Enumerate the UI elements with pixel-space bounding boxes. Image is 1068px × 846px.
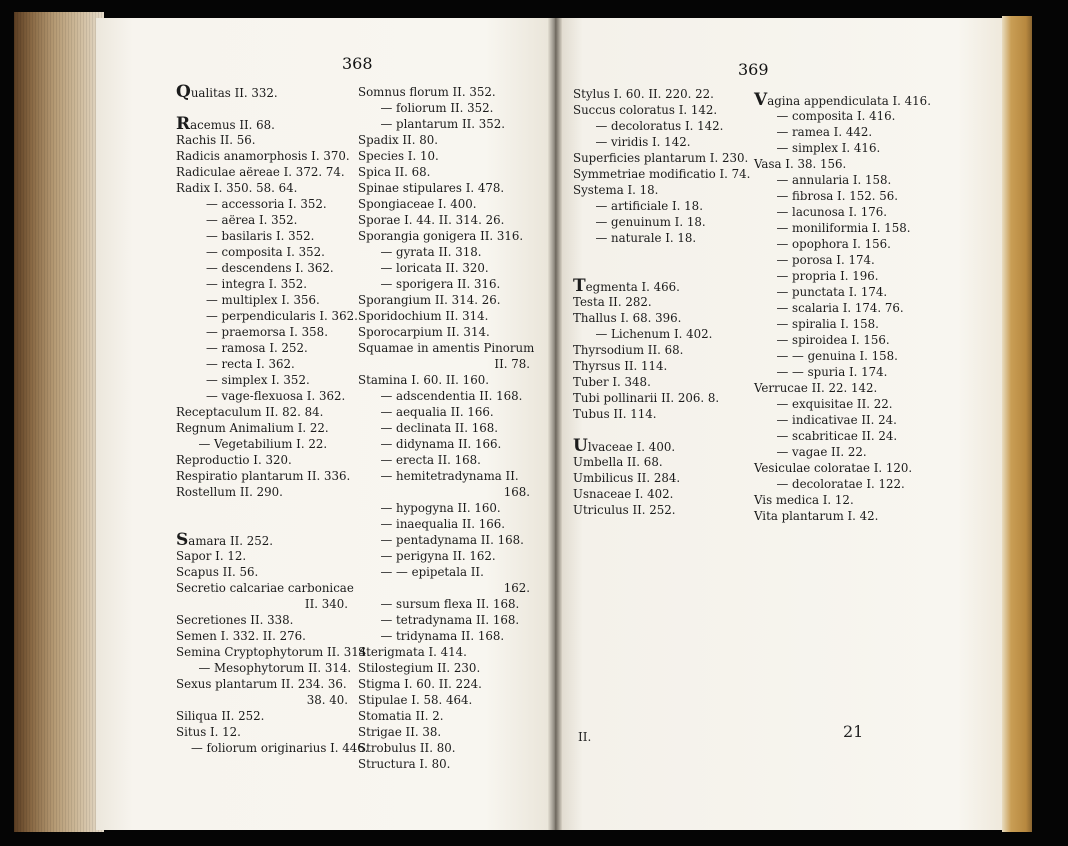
index-entry: — aërea I. 352. — [176, 213, 298, 227]
index-entry: Sporidochium II. 314. — [358, 309, 489, 323]
blank-line — [573, 246, 743, 262]
index-entry: — hemitetradynama II. — [358, 469, 519, 483]
section-initial: T — [573, 276, 586, 296]
index-entry: Regnum Animalium I. 22. — [176, 421, 329, 435]
index-entry: Squamae in amentis Pinorum — [358, 341, 535, 355]
index-entry: Stipulae I. 58. 464. — [358, 693, 473, 707]
index-entry: Rachis II. 56. — [176, 133, 256, 147]
index-entry: — didynama II. 166. — [358, 437, 502, 451]
index-entry: — sporigera II. 316. — [358, 277, 501, 291]
index-entry: Thyrsodium II. 68. — [573, 343, 684, 357]
blank-line — [573, 262, 743, 278]
index-entry: Radix I. 350. 58. 64. — [176, 181, 298, 195]
section-initial: V — [754, 90, 768, 110]
index-entry: — simplex I. 352. — [176, 373, 310, 387]
index-entry: — hypogyna II. 160. — [358, 501, 501, 515]
index-entry: — scabriticae II. 24. — [754, 429, 898, 443]
index-entry: — perigyna II. 162. — [358, 549, 496, 563]
blank-line — [176, 100, 348, 116]
index-entry: — Vegetabilium I. 22. — [176, 437, 328, 451]
index-entry: Situs I. 12. — [176, 725, 241, 739]
index-entry: — annularia I. 158. — [754, 173, 892, 187]
blank-line — [176, 516, 348, 532]
index-entry: — ramosa I. 252. — [176, 341, 308, 355]
index-entry: Stigma I. 60. II. 224. — [358, 677, 482, 691]
index-entry: Tubus II. 114. — [573, 407, 657, 421]
index-column-right-2 — [754, 90, 931, 524]
index-entry: — multiplex I. 356. — [176, 293, 320, 307]
section-initial: R — [176, 114, 191, 134]
index-entry: — Mesophytorum II. 314. — [176, 661, 352, 675]
index-entry: — tetradynama II. 168. — [358, 613, 520, 627]
book-edge-left — [14, 12, 104, 832]
index-entry: Stilostegium II. 230. — [358, 661, 481, 675]
index-entry: — declinata II. 168. — [358, 421, 498, 435]
index-entry: — tridynama II. 168. — [358, 629, 505, 643]
book-gutter — [548, 18, 562, 830]
index-entry: — — spuria I. 174. — [754, 365, 888, 379]
index-entry: Testa II. 282. — [573, 295, 652, 309]
index-entry: — spiroidea I. 156. — [754, 333, 890, 347]
index-entry: 168. — [503, 485, 530, 499]
index-entry: — exquisitae II. 22. — [754, 397, 893, 411]
index-entry: — composita I. 352. — [176, 245, 325, 259]
index-entry: Succus coloratus I. 142. — [573, 103, 718, 117]
index-entry: Tubi pollinarii II. 206. 8. — [573, 391, 720, 405]
index-entry: — accessoria I. 352. — [176, 197, 327, 211]
index-entry: — aequalia II. 166. — [358, 405, 494, 419]
index-entry: — fibrosa I. 152. 56. — [754, 189, 898, 203]
index-entry: Siliqua II. 252. — [176, 709, 265, 723]
index-entry: — simplex I. 416. — [754, 141, 881, 155]
index-entry: — moniliformia I. 158. — [754, 221, 911, 235]
index-entry: Radiculae aëreae I. 372. 74. — [176, 165, 345, 179]
index-entry: Sapor I. 12. — [176, 549, 247, 563]
index-entry: Spongiaceae I. 400. — [358, 197, 477, 211]
index-entry: — naturale I. 18. — [573, 231, 697, 245]
index-entry: Strobulus II. 80. — [358, 741, 456, 755]
index-entry: II. 340. — [304, 597, 348, 611]
index-entry: — adscendentia II. 168. — [358, 389, 523, 403]
index-entry: — punctata I. 174. — [754, 285, 888, 299]
index-entry: — composita I. 416. — [754, 109, 896, 123]
index-entry: Vasa I. 38. 156. — [754, 157, 847, 171]
index-entry: Spica II. 68. — [358, 165, 431, 179]
page-number-right: 369 — [738, 60, 769, 79]
index-entry: — viridis I. 142. — [573, 135, 691, 149]
index-entry: — foliorum II. 352. — [358, 101, 494, 115]
index-entry: Stylus I. 60. II. 220. 22. — [573, 87, 714, 101]
index-entry: Structura I. 80. — [358, 757, 451, 771]
index-entry: Sporangium II. 314. 26. — [358, 293, 501, 307]
index-entry: — porosa I. 174. — [754, 253, 875, 267]
index-entry: Qualitas II. 332. — [176, 82, 278, 102]
index-entry: Vesiculae coloratae I. 120. — [754, 461, 913, 475]
index-entry: Sexus plantarum II. 234. 36. — [176, 677, 347, 691]
index-entry: — scalaria I. 174. 76. — [754, 301, 904, 315]
index-entry: Secretiones II. 338. — [176, 613, 294, 627]
index-entry: Rostellum II. 290. — [176, 485, 283, 499]
index-entry: Reproductio I. 320. — [176, 453, 292, 467]
index-entry: Sporae I. 44. II. 314. 26. — [358, 213, 505, 227]
index-entry: — lacunosa I. 176. — [754, 205, 888, 219]
index-entry: Species I. 10. — [358, 149, 439, 163]
index-entry: 38. 40. — [306, 693, 348, 707]
index-entry: Tuber I. 348. — [573, 375, 651, 389]
index-entry: — integra I. 352. — [176, 277, 308, 291]
section-initial: S — [176, 530, 189, 550]
index-entry: Respiratio plantarum II. 336. — [176, 469, 351, 483]
index-entry: Spadix II. 80. — [358, 133, 438, 147]
index-entry: II. 78. — [494, 357, 530, 371]
index-entry: — genuinum I. 18. — [573, 215, 706, 229]
page-number-left: 368 — [342, 54, 373, 73]
section-initial: Q — [176, 82, 191, 102]
index-entry: Umbella II. 68. — [573, 455, 663, 469]
index-entry: — vage-flexuosa I. 362. — [176, 389, 346, 403]
index-entry: — inaequalia II. 166. — [358, 517, 506, 531]
index-entry: — — epipetala II. — [358, 565, 484, 579]
index-entry: — Lichenum I. 402. — [573, 327, 713, 341]
index-entry: Sterigmata I. 414. — [358, 645, 467, 659]
index-entry: Racemus II. 68. — [176, 114, 275, 134]
section-initial: U — [573, 436, 588, 456]
index-entry: Vis medica I. 12. — [754, 493, 854, 507]
index-entry: Spinae stipulares I. 478. — [358, 181, 505, 195]
index-entry: Utriculus II. 252. — [573, 503, 676, 517]
index-entry: Strigae II. 38. — [358, 725, 442, 739]
index-entry: — praemorsa I. 358. — [176, 325, 328, 339]
index-entry: Receptaculum II. 82. 84. — [176, 405, 324, 419]
index-entry: Semina Cryptophytorum II. 314. — [176, 645, 371, 659]
signature-mark: II. — [578, 730, 592, 744]
book-cover-right — [1002, 16, 1032, 832]
index-entry: Stomatia II. 2. — [358, 709, 444, 723]
index-entry: Thallus I. 68. 396. — [573, 311, 682, 325]
index-entry: Secretio calcariae carbonicae — [176, 581, 354, 595]
index-entry: — opophora I. 156. — [754, 237, 891, 251]
blank-line — [176, 500, 348, 516]
index-entry: — sursum flexa II. 168. — [358, 597, 520, 611]
index-entry: — indicativae II. 24. — [754, 413, 897, 427]
index-entry: Radicis anamorphosis I. 370. — [176, 149, 350, 163]
index-entry: — basilaris I. 352. — [176, 229, 315, 243]
index-entry: — — genuina I. 158. — [754, 349, 898, 363]
index-entry: — erecta II. 168. — [358, 453, 481, 467]
index-entry: — loricata II. 320. — [358, 261, 489, 275]
index-entry: Somnus florum II. 352. — [358, 85, 496, 99]
signature-number: 21 — [843, 722, 864, 741]
index-entry: — spiralia I. 158. — [754, 317, 879, 331]
index-entry: Verrucae II. 22. 142. — [754, 381, 878, 395]
index-entry: — perpendicularis I. 362. — [176, 309, 358, 323]
index-entry: Scapus II. 56. — [176, 565, 259, 579]
index-column-right-1 — [573, 86, 751, 518]
index-entry: Semen I. 332. II. 276. — [176, 629, 306, 643]
index-entry: — artificiale I. 18. — [573, 199, 703, 213]
index-entry: Sporangia gonigera II. 316. — [358, 229, 524, 243]
index-entry: Vita plantarum I. 42. — [754, 509, 879, 523]
index-entry: Superficies plantarum I. 230. — [573, 151, 749, 165]
index-entry: Samara II. 252. — [176, 530, 274, 550]
index-entry: — ramea I. 442. — [754, 125, 873, 139]
index-entry: Stamina I. 60. II. 160. — [358, 373, 489, 387]
index-entry: Tegmenta I. 466. — [573, 276, 680, 296]
index-column-left-1 — [176, 82, 371, 756]
index-entry: — recta I. 362. — [176, 357, 295, 371]
index-entry: Umbilicus II. 284. — [573, 471, 681, 485]
index-entry: — gyrata II. 318. — [358, 245, 482, 259]
index-entry: Vagina appendiculata I. 416. — [754, 90, 931, 110]
index-column-left-2 — [358, 84, 535, 772]
index-entry: — propria I. 196. — [754, 269, 879, 283]
index-entry: Ulvaceae I. 400. — [573, 436, 676, 456]
index-entry: 162. — [503, 581, 530, 595]
index-entry: — decoloratae I. 122. — [754, 477, 905, 491]
index-entry: Symmetriae modificatio I. 74. — [573, 167, 751, 181]
index-entry: — pentadynama II. 168. — [358, 533, 524, 547]
index-entry: Sporocarpium II. 314. — [358, 325, 490, 339]
index-entry: — descendens I. 362. — [176, 261, 334, 275]
index-entry: Thyrsus II. 114. — [573, 359, 668, 373]
blank-line — [573, 422, 743, 438]
index-entry: — plantarum II. 352. — [358, 117, 506, 131]
index-entry: — decoloratus I. 142. — [573, 119, 724, 133]
index-entry: Usnaceae I. 402. — [573, 487, 674, 501]
index-entry: — foliorum originarius I. 446. — [176, 741, 369, 755]
index-entry: — vagae II. 22. — [754, 445, 867, 459]
index-entry: Systema I. 18. — [573, 183, 659, 197]
